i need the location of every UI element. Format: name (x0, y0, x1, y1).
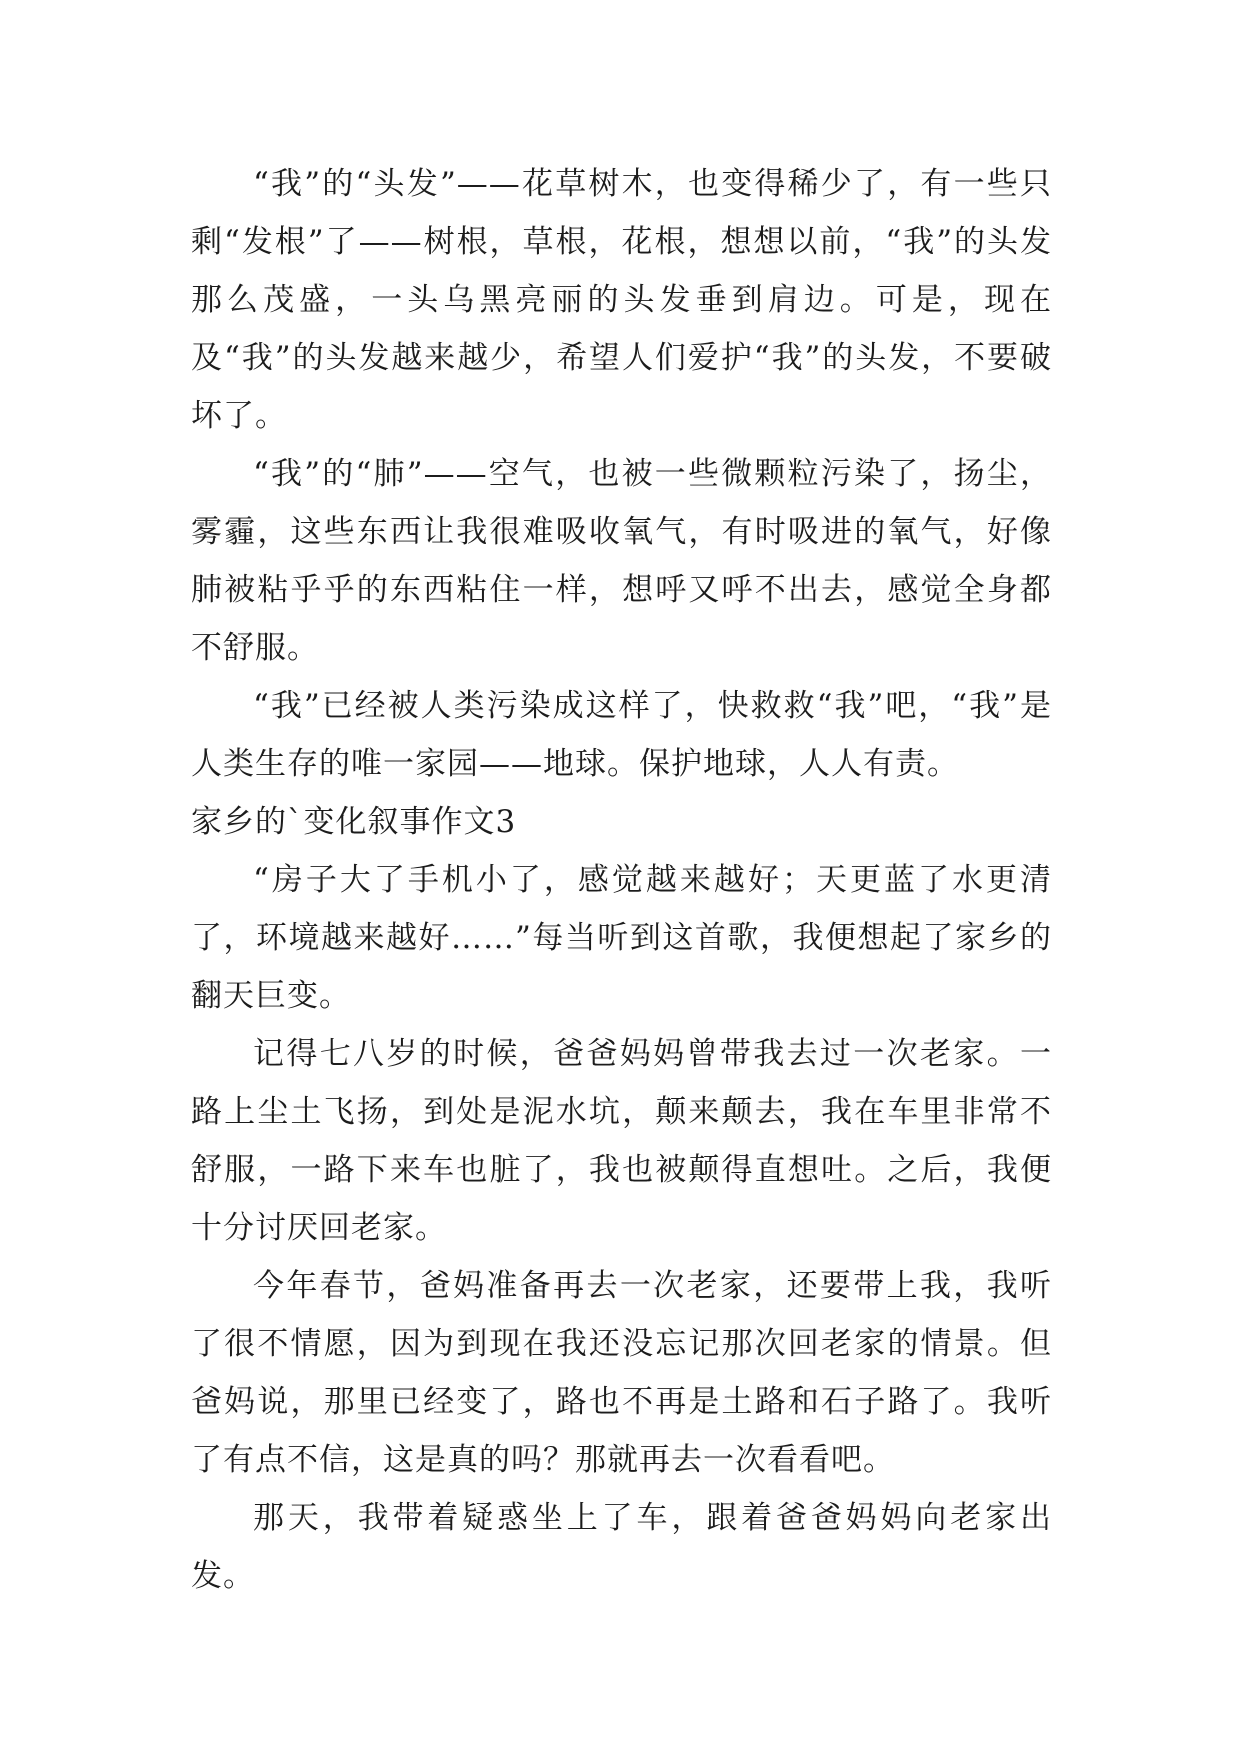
paragraph-protect-earth: “我”已经被人类污染成这样了，快救救“我”吧，“我”是人类生存的唯一家园——地球。保护地球，人人有责。 (191, 688, 1052, 782)
essay-title: 家乡的`变化叙事作文3 (191, 804, 517, 840)
paragraph-spring-festival: 今年春节，爸妈准备再去一次老家，还要带上我，我听了很不情愿，因为到现在我还没忘记那次回老家的情景。但爸妈说，那里已经变了，路也不再是土路和石子路了。我听了有点不信，这是真的吗？那就再去一次看看吧。 (191, 1268, 1052, 1478)
paragraph-departure: 那天，我带着疑惑坐上了车，跟着爸爸妈妈向老家出发。 (191, 1500, 1052, 1594)
paragraph-childhood-trip: 记得七八岁的时候，爸爸妈妈曾带我去过一次老家。一路上尘土飞扬，到处是泥水坑，颠来颠去，我在车里非常不舒服，一路下来车也脏了，我也被颠得直想吐。之后，我便十分讨厌回老家。 (191, 1036, 1052, 1246)
document-body (191, 155, 1052, 1605)
paragraph-hair: “我”的“头发”——花草树木，也变得稀少了，有一些只剩“发根”了——树根，草根，花根，想想以前，“我”的头发那么茂盛，一头乌黑亮丽的头发垂到肩边。可是，现在及“我”的头发越来越少，希望人们爱护“我”的头发，不要破坏了。 (191, 166, 1052, 434)
paragraph-song: “房子大了手机小了，感觉越来越好；天更蓝了水更清了，环境越来越好……”每当听到这首歌，我便想起了家乡的翻天巨变。 (191, 862, 1052, 1014)
paragraph-lungs: “我”的“肺”——空气，也被一些微颗粒污染了，扬尘，雾霾，这些东西让我很难吸收氧气，有时吸进的氧气，好像肺被粘乎乎的东西粘住一样，想呼又呼不出去，感觉全身都不舒服。 (191, 456, 1052, 666)
